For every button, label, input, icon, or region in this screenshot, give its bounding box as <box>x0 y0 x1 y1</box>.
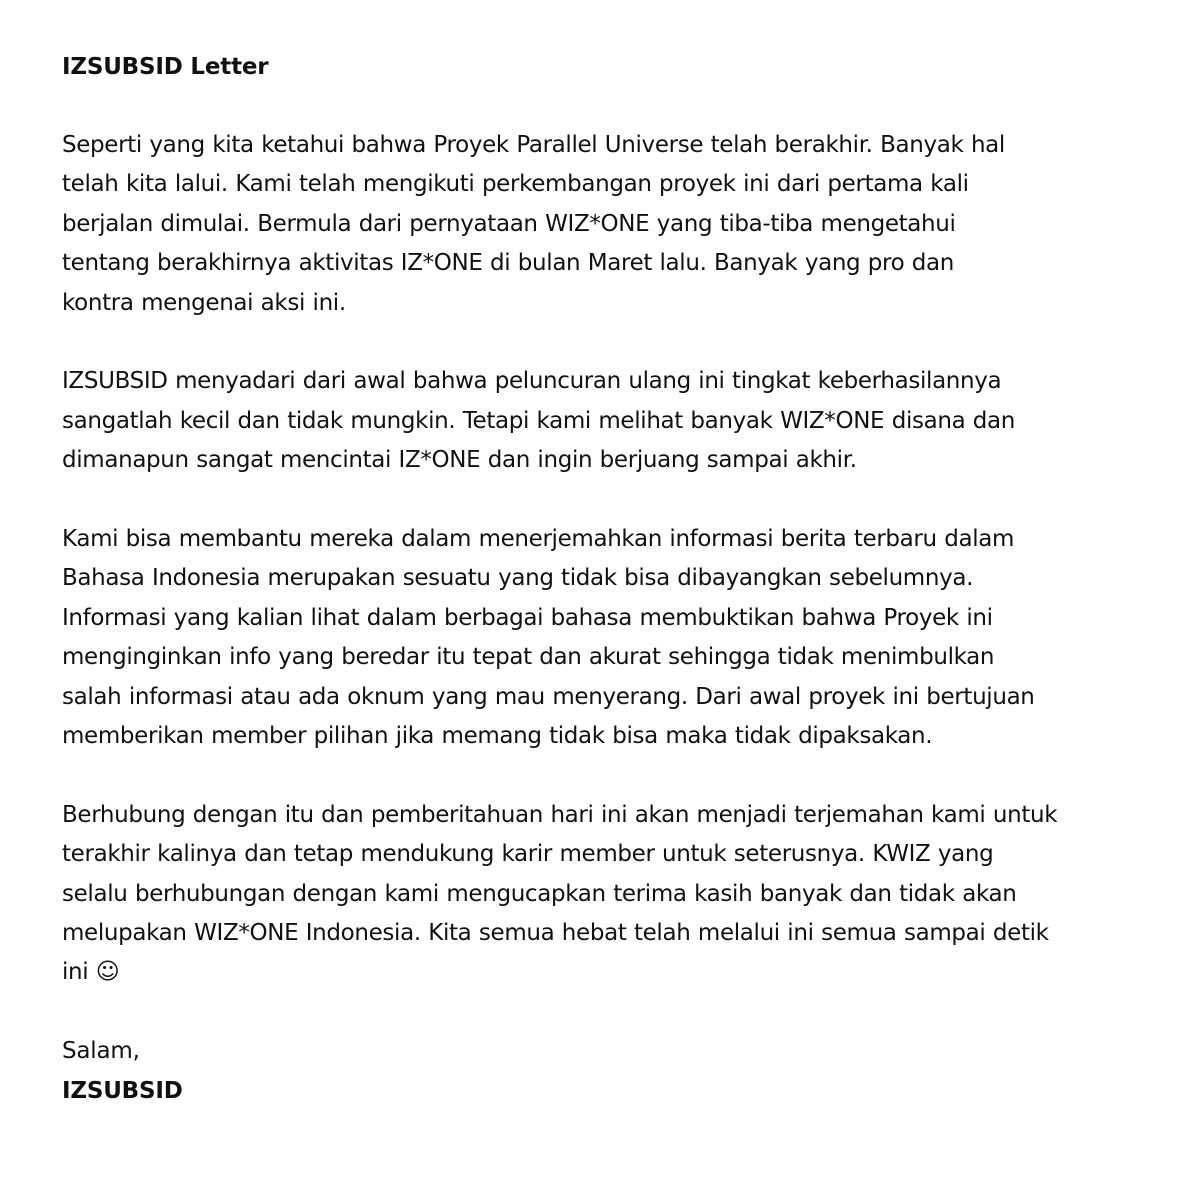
paragraph-line: tentang berakhirnya aktivitas IZ*ONE di bulan Maret lalu. Banyak yang pro dan <box>62 250 955 277</box>
paragraph-line: Kami bisa membantu mereka dalam menerjemahkan informasi berita terbaru dalam <box>62 526 1015 553</box>
paragraph-line: ini ☺ <box>62 959 120 986</box>
paragraph-line: kontra mengenai aksi ini. <box>62 289 346 316</box>
paragraph-3 <box>62 520 1142 756</box>
paragraph-line: Informasi yang kalian lihat dalam berbagai bahasa membuktikan bahwa Proyek ini <box>62 604 993 631</box>
paragraph-line: IZSUBSID menyadari dari awal bahwa peluncuran ulang ini tingkat keberhasilannya <box>62 368 1002 395</box>
letter-title: IZSUBSID Letter <box>62 54 269 80</box>
paragraph-line: Bahasa Indonesia merupakan sesuatu yang tidak bisa dibayangkan sebelumnya. <box>62 565 974 592</box>
signature: IZSUBSID <box>62 1077 183 1104</box>
paragraph-line: Berhubung dengan itu dan pemberitahuan hari ini akan menjadi terjemahan kami untuk <box>62 801 1058 828</box>
paragraph-line: Seperti yang kita ketahui bahwa Proyek Parallel Universe telah berakhir. Banyak hal <box>62 132 1005 158</box>
paragraph-line: terakhir kalinya dan tetap mendukung karir member untuk seterusnya. KWIZ yang <box>62 841 994 868</box>
paragraph-line: selalu berhubungan dengan kami mengucapkan terima kasih banyak dan tidak akan <box>62 880 1017 907</box>
paragraph-line: menginginkan info yang beredar itu tepat dan akurat sehingga tidak menimbulkan <box>62 644 995 671</box>
paragraph-line: memberikan member pilihan jika memang tidak bisa maka tidak dipaksakan. <box>62 723 933 750</box>
paragraph-line: berjalan dimulai. Bermula dari pernyataan WIZ*ONE yang tiba-tiba mengetahui <box>62 210 956 237</box>
paragraph-line: salah informasi atau ada oknum yang mau menyerang. Dari awal proyek ini bertujuan <box>62 683 1035 710</box>
paragraph-4 <box>62 796 1142 993</box>
paragraph-2 <box>62 362 1142 480</box>
letter-document <box>62 48 1142 1111</box>
paragraph-line: melupakan WIZ*ONE Indonesia. Kita semua hebat telah melalui ini semua sampai detik <box>62 920 1049 947</box>
paragraph-line: sangatlah kecil dan tidak mungkin. Tetapi kami melihat banyak WIZ*ONE disana dan <box>62 407 1016 434</box>
closing-salutation: Salam, <box>62 1038 140 1065</box>
paragraph-line: telah kita lalui. Kami telah mengikuti perkembangan proyek ini dari pertama kali <box>62 171 969 198</box>
paragraph-1 <box>62 126 1142 323</box>
paragraph-line: dimanapun sangat mencintai IZ*ONE dan ingin berjuang sampai akhir. <box>62 447 857 474</box>
